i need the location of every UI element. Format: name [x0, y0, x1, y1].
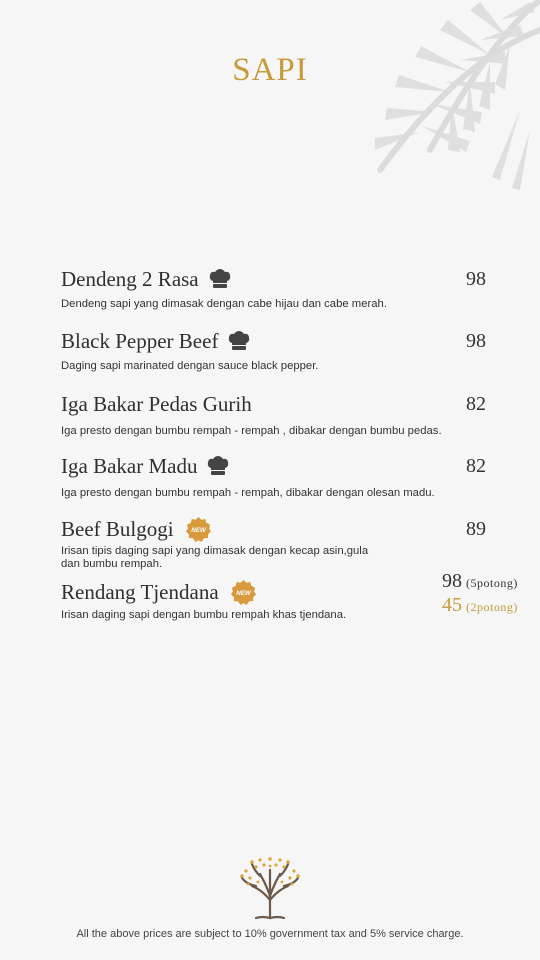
item-description-line: Irisan tipis daging sapi yang dimasak dengan kecap asin,gula — [61, 545, 369, 557]
price-option-2-potong — [442, 593, 521, 617]
item-price: 98 — [466, 330, 486, 352]
menu-item-rendang-tjendana — [61, 570, 521, 622]
chef-hat-icon — [209, 269, 231, 289]
item-price: 89 — [466, 518, 486, 540]
item-price-options — [442, 569, 521, 617]
price-unit: (2potong) — [466, 600, 518, 614]
item-price: 82 — [466, 393, 486, 415]
new-badge-icon — [186, 517, 211, 542]
price-value: 98 — [442, 570, 462, 592]
item-description — [61, 545, 521, 571]
tree-logo-icon — [236, 856, 304, 920]
item-description: Irisan daging sapi dengan bumbu rempah khas tjendana. — [61, 609, 347, 621]
item-description: Daging sapi marinated dengan sauce black pepper. — [61, 360, 319, 372]
item-name: Iga Bakar Madu — [61, 453, 198, 478]
item-description: Iga presto dengan bumbu rempah - rempah, dibakar dengan olesan madu. — [61, 487, 435, 499]
item-name: Black Pepper Beef — [61, 328, 219, 353]
item-name: Beef Bulgogi — [61, 516, 174, 541]
menu-item-beef-bulgogi — [61, 514, 521, 571]
item-price: 82 — [466, 455, 486, 477]
menu-item-iga-bakar-pedas-gurih — [61, 389, 521, 438]
price-option-5-potong — [442, 569, 521, 593]
item-description: Dendeng sapi yang dimasak dengan cabe hijau dan cabe merah. — [61, 298, 387, 310]
item-price: 98 — [466, 268, 486, 290]
chef-hat-icon — [207, 456, 229, 476]
menu-item-black-pepper-beef — [61, 326, 521, 373]
palm-leaf-shadow-decoration — [340, 0, 540, 210]
menu-item-iga-bakar-madu — [61, 451, 521, 500]
menu-item-dendeng-2-rasa — [61, 264, 521, 311]
item-description: Iga presto dengan bumbu rempah - rempah , dibakar dengan bumbu pedas. — [61, 425, 442, 437]
price-value: 45 — [442, 594, 462, 616]
svg-text:NEW: NEW — [235, 589, 251, 597]
item-name: Rendang Tjendana — [61, 579, 219, 604]
svg-text:NEW: NEW — [190, 526, 206, 534]
new-badge-icon — [231, 580, 256, 605]
footer-note: All the above prices are subject to 10% government tax and 5% service charge. — [76, 928, 464, 940]
item-name: Dendeng 2 Rasa — [61, 266, 199, 291]
price-unit: (5potong) — [466, 576, 518, 590]
item-name: Iga Bakar Pedas Gurih — [61, 391, 252, 416]
chef-hat-icon — [228, 331, 250, 351]
page-title: SAPI — [232, 52, 308, 88]
item-description-line: dan bumbu rempah. — [61, 558, 163, 570]
